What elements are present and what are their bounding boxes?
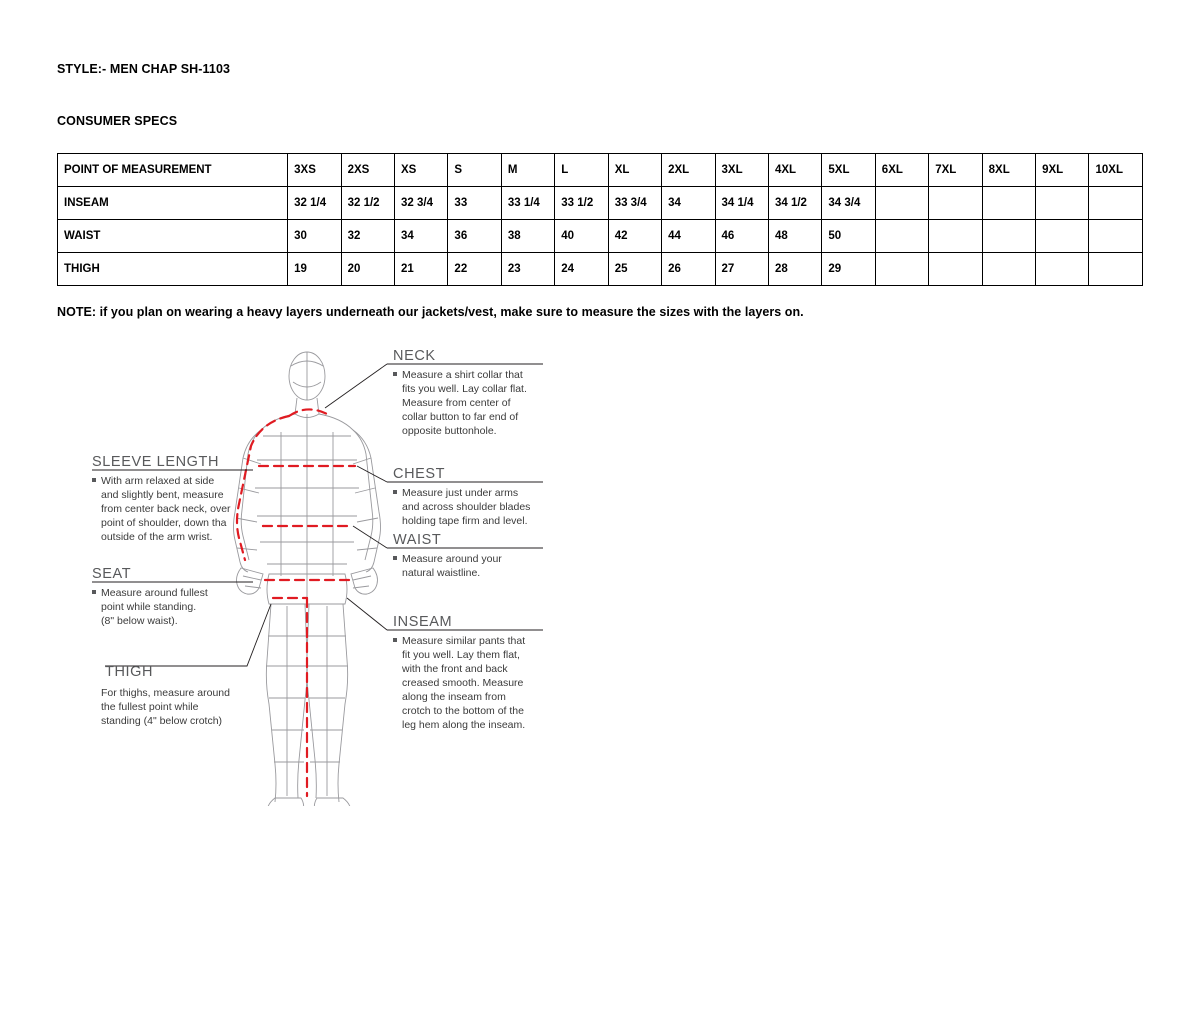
callout-waist bbox=[393, 532, 502, 579]
callout-inseam-line: leg hem along the inseam. bbox=[402, 719, 526, 731]
bullet-icon bbox=[393, 638, 397, 642]
table-cell bbox=[982, 220, 1035, 253]
table-cell: 33 bbox=[448, 187, 501, 220]
table-cell: 40 bbox=[555, 220, 608, 253]
table-cell: 28 bbox=[768, 253, 821, 286]
table-cell bbox=[875, 187, 928, 220]
table-cell: 22 bbox=[448, 253, 501, 286]
callout-inseam-title: INSEAM bbox=[393, 614, 453, 630]
callout-neck bbox=[393, 348, 527, 437]
table-header-cell: 9XL bbox=[1036, 154, 1089, 187]
table-header-cell: 4XL bbox=[768, 154, 821, 187]
table-cell bbox=[929, 187, 982, 220]
table-cell: 32 bbox=[341, 220, 394, 253]
table-header-cell: 5XL bbox=[822, 154, 875, 187]
measurement-diagram bbox=[57, 336, 617, 806]
callout-inseam-line: Measure similar pants that bbox=[402, 635, 526, 647]
table-row bbox=[58, 220, 1143, 253]
callout-seat-title: SEAT bbox=[92, 566, 132, 582]
table-cell: 32 1/4 bbox=[288, 187, 341, 220]
table-cell: 19 bbox=[288, 253, 341, 286]
callout-inseam-line: along the inseam from bbox=[402, 691, 506, 703]
table-header-cell: S bbox=[448, 154, 501, 187]
callout-chest bbox=[393, 466, 530, 527]
callout-chest-line: and across shoulder blades bbox=[402, 501, 531, 513]
bullet-icon bbox=[393, 372, 397, 376]
callout-sleeve-line: outside of the arm wrist. bbox=[101, 531, 213, 543]
table-cell: 25 bbox=[608, 253, 661, 286]
table-cell: 34 bbox=[662, 187, 715, 220]
callout-thigh-title: THIGH bbox=[105, 664, 154, 680]
callout-neck-line: Measure from center of bbox=[402, 397, 511, 409]
table-cell: 23 bbox=[501, 253, 554, 286]
callout-sleeve-line: With arm relaxed at side bbox=[101, 475, 215, 487]
callout-neck-line: collar button to far end of bbox=[402, 411, 519, 423]
callout-chest-line: Measure just under arms bbox=[402, 487, 519, 499]
table-cell: 33 3/4 bbox=[608, 187, 661, 220]
table-cell bbox=[1089, 220, 1143, 253]
callout-sleeve-line: point of shoulder, down tha bbox=[101, 517, 227, 529]
table-cell: 32 1/2 bbox=[341, 187, 394, 220]
table-cell: 27 bbox=[715, 253, 768, 286]
bullet-icon bbox=[393, 556, 397, 560]
table-header-cell: 2XL bbox=[662, 154, 715, 187]
table-cell: 48 bbox=[768, 220, 821, 253]
callout-inseam bbox=[393, 614, 525, 731]
measurement-lines-icon bbox=[237, 409, 355, 796]
callout-sleeve-line: and slightly bent, measure bbox=[101, 489, 224, 501]
table-header-cell: 7XL bbox=[929, 154, 982, 187]
table-header-cell: M bbox=[501, 154, 554, 187]
callout-neck-line: fits you well. Lay collar flat. bbox=[402, 383, 527, 395]
measurement-note: NOTE: if you plan on wearing a heavy layers underneath our jackets/vest, make sure to measure the sizes with the layers on. bbox=[57, 305, 804, 319]
table-cell: 44 bbox=[662, 220, 715, 253]
table-header-cell: 10XL bbox=[1089, 154, 1143, 187]
callout-inseam-line: fit you well. Lay them flat, bbox=[402, 649, 520, 661]
table-row bbox=[58, 253, 1143, 286]
table-row-label: WAIST bbox=[58, 220, 288, 253]
table-cell: 30 bbox=[288, 220, 341, 253]
table-cell: 24 bbox=[555, 253, 608, 286]
table-cell: 50 bbox=[822, 220, 875, 253]
callout-neck-title: NECK bbox=[393, 348, 436, 364]
table-cell: 32 3/4 bbox=[395, 187, 448, 220]
table-cell: 33 1/2 bbox=[555, 187, 608, 220]
table-cell bbox=[1089, 187, 1143, 220]
table-cell bbox=[982, 187, 1035, 220]
table-cell: 26 bbox=[662, 253, 715, 286]
table-header-cell: XL bbox=[608, 154, 661, 187]
table-cell: 34 1/2 bbox=[768, 187, 821, 220]
table-cell: 20 bbox=[341, 253, 394, 286]
callout-sleeve-title: SLEEVE LENGTH bbox=[92, 454, 220, 470]
table-row-label: INSEAM bbox=[58, 187, 288, 220]
table-header-row bbox=[58, 154, 1143, 187]
table-cell bbox=[875, 253, 928, 286]
table-cell: 34 1/4 bbox=[715, 187, 768, 220]
table-header-cell: 3XL bbox=[715, 154, 768, 187]
callout-thigh-line: the fullest point while bbox=[101, 701, 199, 713]
callout-inseam-line: creased smooth. Measure bbox=[402, 677, 524, 689]
table-cell: 29 bbox=[822, 253, 875, 286]
table-cell: 42 bbox=[608, 220, 661, 253]
callout-thigh-line: standing (4" below crotch) bbox=[101, 715, 223, 727]
table-cell bbox=[982, 253, 1035, 286]
callout-sleeve-length bbox=[92, 454, 231, 543]
table-cell: 33 1/4 bbox=[501, 187, 554, 220]
callout-chest-title: CHEST bbox=[393, 466, 446, 482]
callout-waist-title: WAIST bbox=[393, 532, 442, 548]
callout-chest-line: holding tape firm and level. bbox=[402, 515, 528, 527]
table-header-cell: 8XL bbox=[982, 154, 1035, 187]
table-cell bbox=[929, 220, 982, 253]
consumer-specs-heading: CONSUMER SPECS bbox=[57, 114, 178, 128]
callout-thigh-line: For thighs, measure around bbox=[101, 687, 230, 699]
callout-seat-line: point while standing. bbox=[101, 601, 197, 613]
callout-seat-line: Measure around fullest bbox=[101, 587, 208, 599]
table-row bbox=[58, 187, 1143, 220]
table-header-cell: 2XS bbox=[341, 154, 394, 187]
table-cell bbox=[875, 220, 928, 253]
style-heading: STYLE:- MEN CHAP SH-1103 bbox=[57, 62, 231, 76]
table-header-cell: XS bbox=[395, 154, 448, 187]
callout-seat-line: (8" below waist). bbox=[101, 615, 178, 627]
callout-waist-line: natural waistline. bbox=[402, 567, 481, 579]
callout-inseam-line: with the front and back bbox=[402, 663, 508, 675]
table-cell: 46 bbox=[715, 220, 768, 253]
table-cell: 36 bbox=[448, 220, 501, 253]
callout-seat bbox=[92, 566, 208, 627]
callout-waist-line: Measure around your bbox=[402, 553, 502, 565]
callout-inseam-line: crotch to the bottom of the bbox=[402, 705, 524, 717]
table-cell: 21 bbox=[395, 253, 448, 286]
callout-sleeve-line: from center back neck, over bbox=[101, 503, 231, 515]
table-cell bbox=[1036, 187, 1089, 220]
table-header-cell: L bbox=[555, 154, 608, 187]
table-header-cell: 3XS bbox=[288, 154, 341, 187]
callout-neck-line: opposite buttonhole. bbox=[402, 425, 497, 437]
table-header-cell: 6XL bbox=[875, 154, 928, 187]
table-cell bbox=[1089, 253, 1143, 286]
table-header-cell: POINT OF MEASUREMENT bbox=[58, 154, 288, 187]
table-cell: 38 bbox=[501, 220, 554, 253]
table-cell: 34 bbox=[395, 220, 448, 253]
bullet-icon bbox=[393, 490, 397, 494]
callout-neck-line: Measure a shirt collar that bbox=[402, 369, 523, 381]
table-cell bbox=[929, 253, 982, 286]
table-cell: 34 3/4 bbox=[822, 187, 875, 220]
bullet-icon bbox=[92, 590, 96, 594]
table-cell bbox=[1036, 220, 1089, 253]
callout-thigh bbox=[101, 664, 230, 727]
table-cell bbox=[1036, 253, 1089, 286]
table-row-label: THIGH bbox=[58, 253, 288, 286]
bullet-icon bbox=[92, 478, 96, 482]
size-chart-table bbox=[57, 153, 1143, 286]
